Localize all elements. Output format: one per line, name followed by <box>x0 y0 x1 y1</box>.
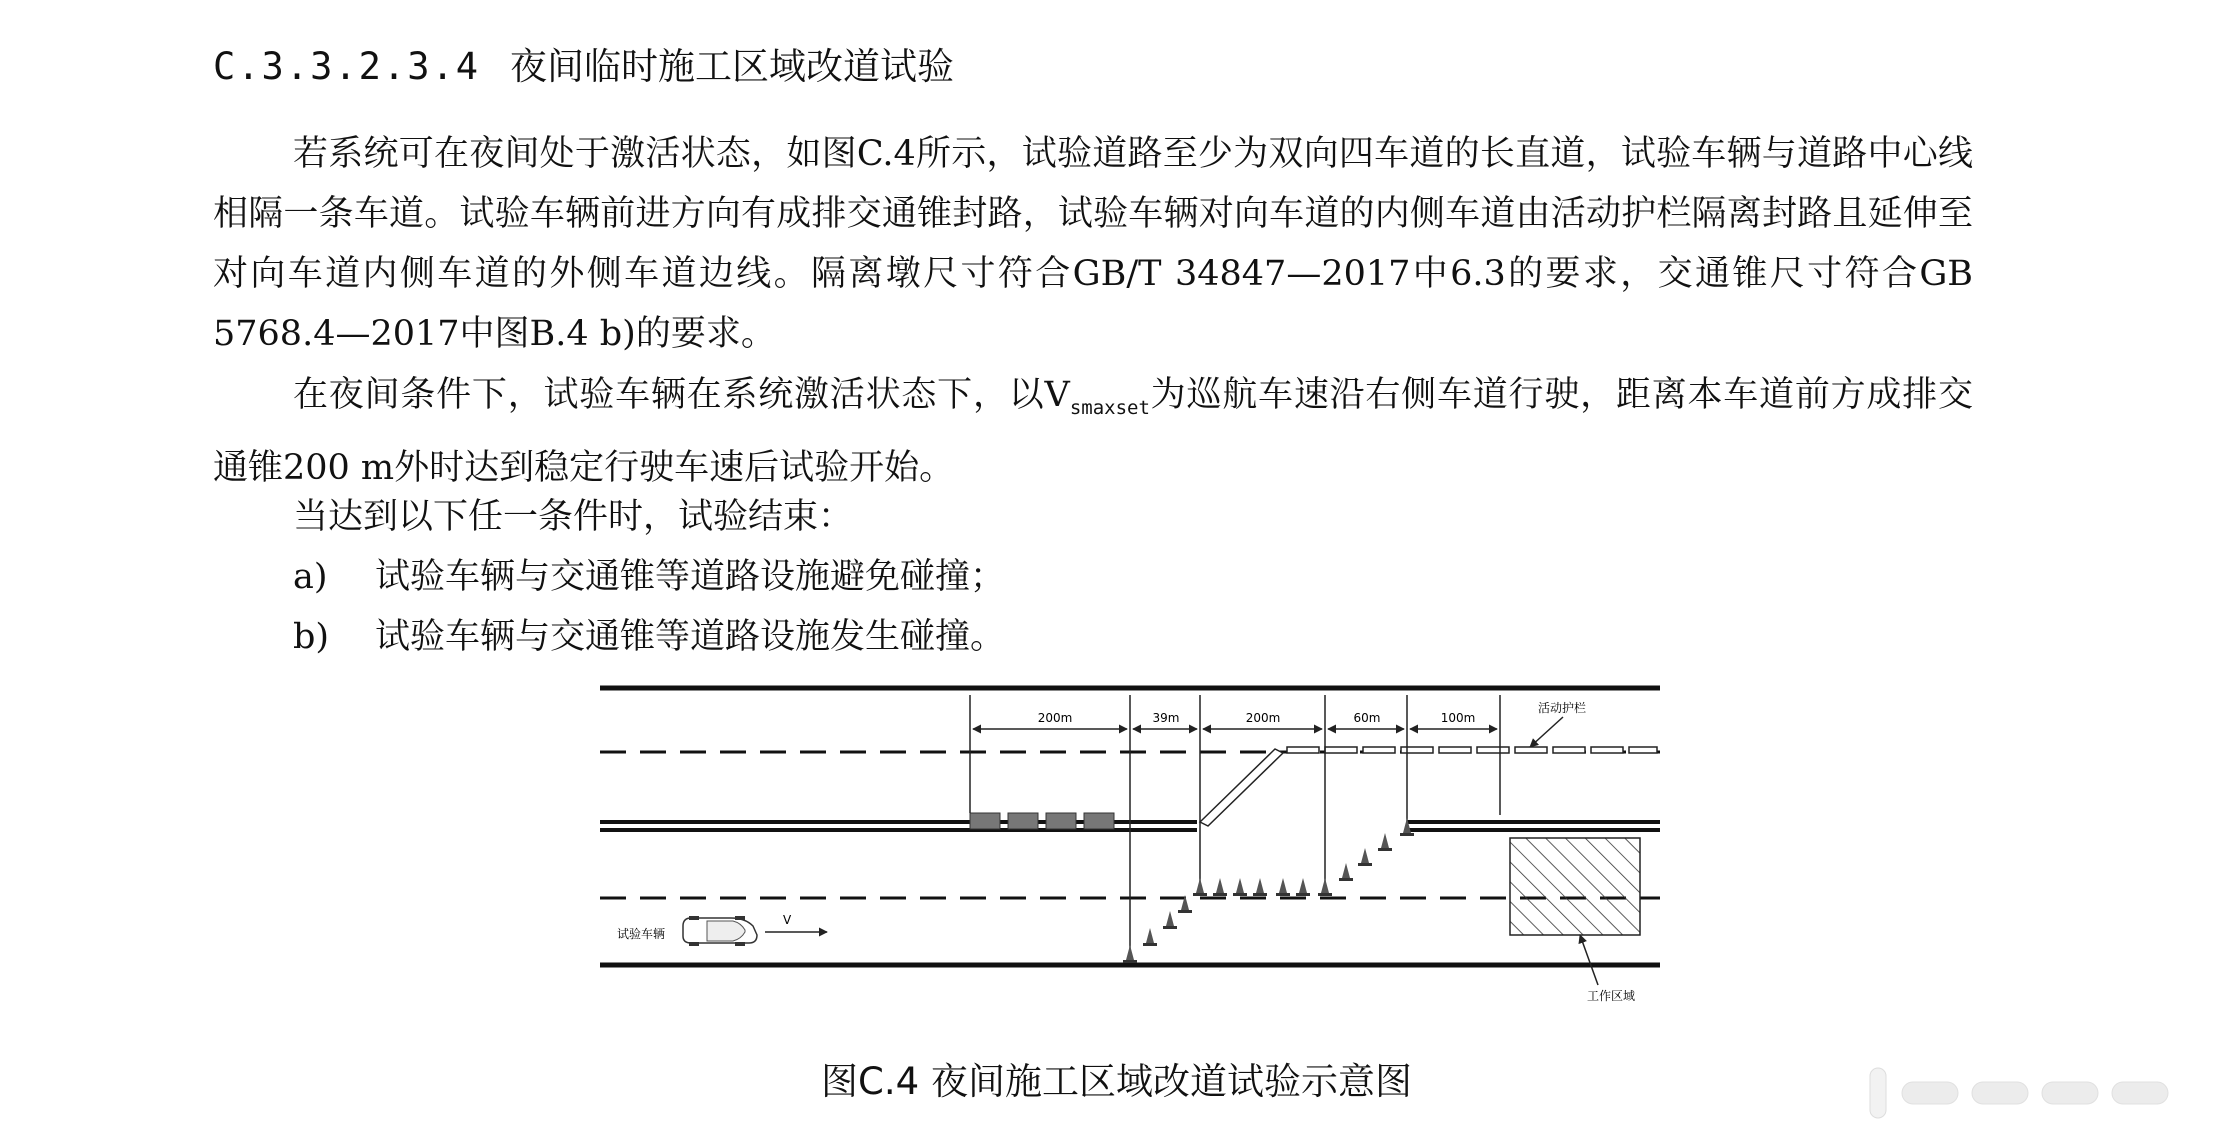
list-marker: b) <box>293 617 330 657</box>
viewer-toolbar <box>1862 1062 2222 1124</box>
paragraph-test-conditions <box>213 365 1973 498</box>
dimension-label: 60m <box>1353 711 1381 725</box>
list-text: 试验车辆与交通锥等道路设施避免碰撞； <box>375 557 1006 597</box>
speed-subscript: smaxset <box>1069 397 1150 419</box>
paragraph-text-after: 为巡航车速沿右侧车道行驶，距离本车道前方成排交通锥200 m外时达到稳定行驶车速后试验开始。 <box>213 375 1973 488</box>
work-zone-leader-line <box>1580 935 1598 985</box>
dimension-label: 39m <box>1152 711 1180 725</box>
dimension-label: 200m <box>1037 711 1073 725</box>
list-item <box>293 547 1005 607</box>
construction-zone-diagram <box>595 680 1675 1010</box>
paragraph-end-conditions: 当达到以下任一条件时，试验结束： <box>293 497 854 537</box>
test-vehicle-icon <box>683 916 757 946</box>
work-zone <box>1510 838 1640 935</box>
speed-label: V <box>783 913 792 927</box>
list-item <box>293 607 1005 667</box>
traffic-cones <box>1123 818 1414 963</box>
section-heading <box>213 40 954 94</box>
dimension-label: 200m <box>1245 711 1281 725</box>
pager-dots-icon[interactable] <box>1902 1082 2168 1104</box>
list-marker: a) <box>293 557 328 597</box>
dimension-label: 100m <box>1440 711 1476 725</box>
barrier-leader-line <box>1530 717 1563 747</box>
vehicle-label: 试验车辆 <box>617 927 666 941</box>
section-title: 夜间临时施工区域改道试验 <box>510 45 955 88</box>
figure-caption: 图C.4 夜间施工区域改道试验示意图 <box>821 1060 1412 1103</box>
paragraph-text-before: 在夜间条件下，试验车辆在系统激活状态下，以V <box>293 375 1070 415</box>
barrier-label: 活动护栏 <box>1538 701 1587 715</box>
section-number: C.3.3.2.3.4 <box>213 45 481 88</box>
movable-barrier <box>1200 747 1657 826</box>
scroll-handle-icon[interactable] <box>1870 1068 1886 1118</box>
paragraph-test-road: 若系统可在夜间处于激活状态，如图C.4所示，试验道路至少为双向四车道的长直道，试验车辆与道路中心线相隔一条车道。试验车辆前进方向有成排交通锥封路，试验车辆对向车道的内侧车道由活动护栏隔离封路且延伸至对向车道内侧车道的外侧车道边线。隔离墩尺寸符合GB/T 34847—2017中6.3的要求，交通锥尺寸符合GB 5768.4—2017中图B.4 b)的要求。 <box>213 134 1973 354</box>
work-zone-label: 工作区域 <box>1587 989 1636 1003</box>
list-text: 试验车辆与交通锥等道路设施发生碰撞。 <box>375 617 1006 657</box>
